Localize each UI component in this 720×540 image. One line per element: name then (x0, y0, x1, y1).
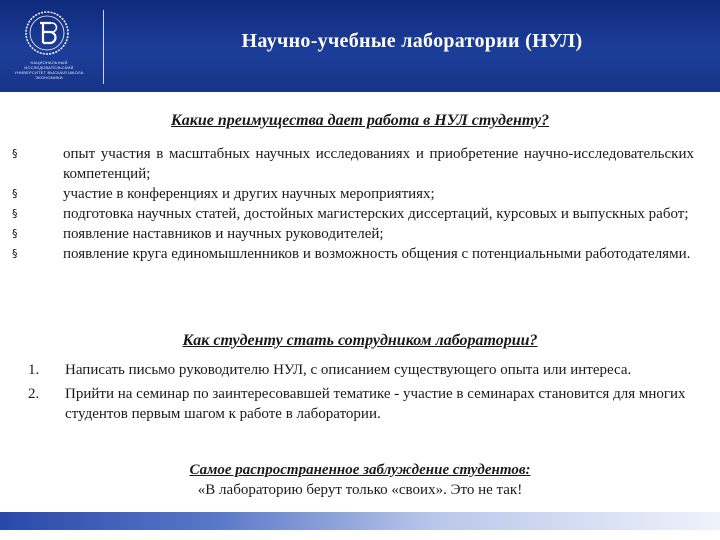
slide-title: Научно-учебные лаборатории (НУЛ) (241, 30, 583, 52)
benefits-heading: Какие преимущества дает работа в НУЛ студенту? (170, 112, 550, 129)
step-number: 1. (28, 362, 40, 378)
misconception-text: «В лабораторию берут только «своих». Это не так! (197, 482, 523, 498)
bullet-marker-icon: § (12, 247, 18, 260)
misconception-note (0, 460, 720, 500)
bullet-marker-icon: § (12, 207, 18, 220)
misconception-heading: Самое распространенное заблуждение студентов: (189, 462, 531, 478)
bullet-marker-icon: § (12, 187, 18, 200)
list-item: § появление наставников и научных руководителей; (12, 226, 384, 242)
list-item (28, 384, 688, 424)
list-item: § участие в конференциях и других научных мероприятиях; (12, 186, 435, 202)
benefits-list (12, 144, 694, 264)
step-text: Написать письмо руководителю НУЛ, с описанием существующего опыта или интереса. (65, 362, 632, 378)
list-item: § появление круга единомышленников и возможность общения с потенциальными работодателями. (12, 246, 691, 262)
logo-caption: НАЦИОНАЛЬНЫЙ ИССЛЕДОВАТЕЛЬСКИЙ УНИВЕРСИТЕТ ВЫСШАЯ ШКОЛА ЭКОНОМИКИ (14, 60, 84, 80)
hse-logo-icon (24, 10, 70, 56)
footer-band (0, 512, 720, 530)
list-item: § опыт участия в масштабных научных исследованиях и приобретение научно-исследовательских компетенций; (12, 146, 694, 182)
join-steps-list (28, 360, 688, 428)
step-number: 2. (28, 386, 40, 402)
bullet-marker-icon: § (12, 227, 18, 240)
slide-header (0, 0, 720, 92)
bullet-marker-icon: § (12, 147, 18, 160)
list-item (28, 360, 688, 380)
list-item: § подготовка научных статей, достойных магистерских диссертаций, курсовых и выпускных работ; (12, 206, 689, 222)
university-logo (10, 10, 88, 84)
step-text: Прийти на семинар по заинтересовавшей тематике - участие в семинарах становится для многих студентов первым шагом к работе в лаборатории. (65, 386, 686, 422)
join-heading: Как студенту стать сотрудником лаборатории? (182, 332, 538, 349)
